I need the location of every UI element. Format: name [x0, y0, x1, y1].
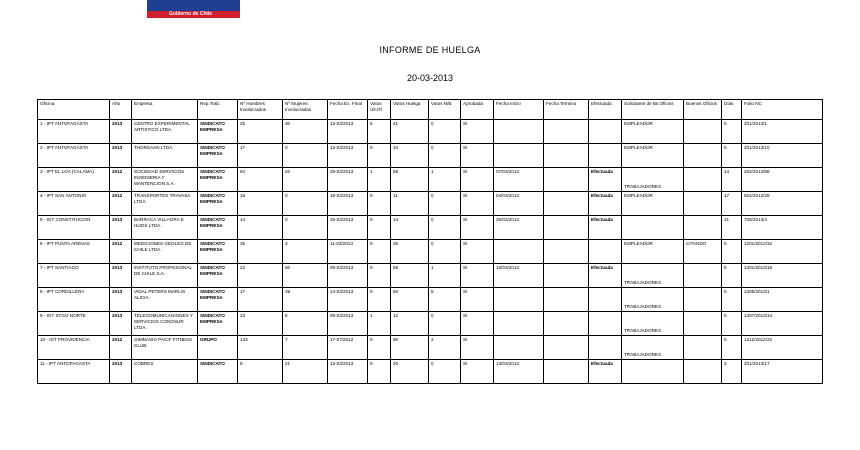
gobierno-logo	[147, 0, 240, 18]
table-cell: 25/02/2013	[494, 216, 544, 240]
table-cell: 0	[429, 192, 461, 216]
table-cell: 2 - IPT ANTOFAGASTA	[38, 144, 110, 168]
table-cell: TRANSPORTES TRAVASA LTDA.	[132, 192, 198, 216]
table-cell: SINDICATO EMPRESA	[198, 216, 238, 240]
column-header: Nº Mujeres Involucradas	[283, 100, 328, 120]
table-cell: 28-02/2013	[328, 168, 368, 192]
table-cell: 0	[429, 360, 461, 384]
column-header: Votos Últ.Of.	[368, 100, 391, 120]
table-cell: 11-03/2013	[328, 240, 368, 264]
table-row	[38, 168, 823, 192]
table-cell: SI	[461, 240, 494, 264]
table-cell: 2013	[110, 120, 132, 144]
table-cell: 6 - IPT PUNTA ARENAS	[38, 240, 110, 264]
column-header: Rep.Trab.	[198, 100, 238, 120]
table-cell	[622, 360, 684, 384]
table-cell: 201/2013/1	[742, 120, 823, 144]
table-cell	[494, 240, 544, 264]
table-cell: 0	[283, 144, 328, 168]
table-cell: 1201/2012/32	[742, 240, 823, 264]
table-cell	[544, 120, 589, 144]
table-cell: 0	[722, 312, 742, 336]
table-cell	[544, 312, 589, 336]
table-cell: 1305/2013/1	[742, 288, 823, 312]
column-header: Año	[110, 100, 132, 120]
table-cell: 58	[391, 264, 429, 288]
table-cell: 1312/2012/22	[742, 336, 823, 360]
table-cell: 08-03/2013	[328, 312, 368, 336]
table-cell: SI	[461, 120, 494, 144]
table-cell: EMPLEADOR	[622, 240, 684, 264]
table-cell	[684, 216, 722, 240]
table-cell: 14	[238, 216, 283, 240]
table-cell	[684, 168, 722, 192]
table-cell	[589, 288, 622, 312]
table-cell: INSTITUTO PROFESIONAL DE CHILE S.A.	[132, 264, 198, 288]
table-cell: 20	[391, 360, 429, 384]
table-cell: 0	[368, 144, 391, 168]
table-cell: 0	[368, 240, 391, 264]
table-cell: 23	[238, 312, 283, 336]
table-cell: SINDICATO EMPRESA	[198, 288, 238, 312]
table-cell: THORSAAN LTDA.	[132, 144, 198, 168]
table-cell: 0	[722, 336, 742, 360]
table-cell: EMPLEADOR	[622, 144, 684, 168]
table-row	[38, 336, 823, 360]
table-cell: SOCIEDAD SERVICIOS INGENIERIA Y MANTENCION S.A.	[132, 168, 198, 192]
table-cell	[684, 360, 722, 384]
table-cell: 0	[368, 264, 391, 288]
logo-red-band	[147, 11, 240, 18]
table-cell	[589, 120, 622, 144]
table-cell: SI	[461, 216, 494, 240]
table-cell: 3	[722, 360, 742, 384]
table-cell: 5	[368, 120, 391, 144]
table-cell: EMPLEADOR	[622, 192, 684, 216]
table-cell: 143	[238, 336, 283, 360]
table-cell: 7 - IPT SANTIAGO	[38, 264, 110, 288]
table-cell: 201/2013/10	[742, 144, 823, 168]
table-cell: SINDICATO EMPRESA	[198, 120, 238, 144]
table-cell: 2012	[110, 336, 132, 360]
table-cell: 0	[283, 216, 328, 240]
report-title: INFORME DE HUELGA	[379, 45, 481, 55]
table-cell	[494, 120, 544, 144]
table-cell: 17	[238, 288, 283, 312]
table-cell: 0	[429, 240, 461, 264]
table-row	[38, 312, 823, 336]
table-cell: 2012	[110, 240, 132, 264]
table-cell: SI	[461, 336, 494, 360]
table-cell: 8	[722, 264, 742, 288]
logo-text: Gobierno de Chile	[169, 11, 213, 17]
table-cell: 9	[238, 360, 283, 384]
table-cell: SINDICATO EMPRESA	[198, 144, 238, 168]
table-cell: 13-03/2013	[328, 360, 368, 384]
table-row	[38, 264, 823, 288]
column-header: Fecha Ex. Final	[328, 100, 368, 120]
table-row	[38, 240, 823, 264]
table-cell: 0	[429, 312, 461, 336]
table-cell: TELEGOMUNICAGIONES Y SERVICIOS CONOSUR LTDA.	[132, 312, 198, 336]
table-cell: 0	[429, 144, 461, 168]
table-cell: 08-03/2013	[328, 264, 368, 288]
column-header: Fecha Inicio	[494, 100, 544, 120]
logo-blue-band	[147, 0, 240, 11]
table-cell: 7	[283, 336, 328, 360]
column-header: Solicitante de Bs.Oficios	[622, 100, 684, 120]
table-cell: 10 - IGT PROVIDENCIA	[38, 336, 110, 360]
table-cell: VIDAL PETERS MARLIS ALICIA.	[132, 288, 198, 312]
table-cell: SI	[461, 312, 494, 336]
table-cell	[494, 336, 544, 360]
table-cell: 0	[368, 216, 391, 240]
table-cell: MEDICIONES GEOLEG DE CHILE LTDA.	[132, 240, 198, 264]
table-cell: SINDICATO EMPRESA	[198, 240, 238, 264]
table-cell	[544, 288, 589, 312]
table-cell: 202/2012/88	[742, 168, 823, 192]
table-cell: 22	[238, 264, 283, 288]
table-cell: 0	[368, 360, 391, 384]
table-cell: 13-03/2013	[328, 120, 368, 144]
table-cell: EMPLEADOR	[622, 120, 684, 144]
table-cell	[589, 144, 622, 168]
table-cell: 2012	[110, 192, 132, 216]
table-cell: 201/2013/17	[742, 360, 823, 384]
table-cell: 50	[391, 288, 429, 312]
table-cell	[684, 192, 722, 216]
table-cell: COBRES	[132, 360, 198, 384]
table-cell	[684, 288, 722, 312]
table-cell: 25-02/2013	[328, 216, 368, 240]
table-cell: SI	[461, 192, 494, 216]
table-body	[38, 120, 823, 384]
table-cell: CITANDO	[684, 240, 722, 264]
table-cell: 1	[368, 168, 391, 192]
table-cell	[589, 312, 622, 336]
table-cell	[494, 312, 544, 336]
table-cell: 11 - IPT ANTOFAGASTA	[38, 360, 110, 384]
table-cell: Efectuada	[589, 360, 622, 384]
table-cell	[544, 336, 589, 360]
table-cell: 90	[391, 336, 429, 360]
table-cell: 30	[283, 120, 328, 144]
table-cell	[544, 192, 589, 216]
table-cell	[544, 144, 589, 168]
table-cell: TRABAJADORES	[622, 168, 684, 192]
table-cell: 1	[429, 168, 461, 192]
strike-report-table	[37, 99, 823, 384]
table-cell: TRABAJADORES	[622, 336, 684, 360]
table-cell: SI	[461, 264, 494, 288]
table-cell: 5 - IGT CONSTITUCION	[38, 216, 110, 240]
column-header: Folio NC	[742, 100, 823, 120]
table-cell: Efectuada	[589, 264, 622, 288]
table-cell: 2013	[110, 264, 132, 288]
table-cell	[622, 216, 684, 240]
table-cell	[544, 216, 589, 240]
table-cell: 39	[283, 288, 328, 312]
table-cell: Efectuada	[589, 168, 622, 192]
table-cell	[684, 144, 722, 168]
table-cell: 2013	[110, 312, 132, 336]
table-cell: Efectuada	[589, 192, 622, 216]
table-cell: 07/03/2013	[494, 168, 544, 192]
column-header: Aprobada	[461, 100, 494, 120]
table-cell: 1 - IPT ANTOFAGASTA	[38, 120, 110, 144]
table-cell: TRABAJADORES	[622, 264, 684, 288]
table-cell: 20	[283, 168, 328, 192]
table-cell: 0	[368, 192, 391, 216]
table-cell: 21	[722, 216, 742, 240]
table-cell	[589, 240, 622, 264]
table-cell	[544, 360, 589, 384]
table-cell: 18-02/2013	[328, 192, 368, 216]
column-header: Efectuada	[589, 100, 622, 120]
table-cell: SI	[461, 144, 494, 168]
column-header: Fecha Termino	[544, 100, 589, 120]
table-cell: 14	[722, 168, 742, 192]
table-cell: 3 - IPT EL LOA (CALAMA)	[38, 168, 110, 192]
table-cell	[544, 264, 589, 288]
column-header: Oficina	[38, 100, 110, 120]
table-row	[38, 216, 823, 240]
table-cell: SI	[461, 288, 494, 312]
table-cell: Efectuada	[589, 216, 622, 240]
table-cell: SINDICATO	[198, 360, 238, 384]
table-cell: 0	[722, 288, 742, 312]
table-cell: 2012	[110, 168, 132, 192]
table-cell: SINDICATO EMPRESA	[198, 192, 238, 216]
table-cell: CENTRO EXPERIMENTAL ARTISTICO LTDA.	[132, 120, 198, 144]
table-cell: 14-03/2013	[328, 288, 368, 312]
table-cell: 8 - IPT CORDILLERA	[38, 288, 110, 312]
table-cell: 1	[429, 264, 461, 288]
table-cell: SI	[461, 168, 494, 192]
table-cell	[684, 264, 722, 288]
table-row	[38, 288, 823, 312]
table-cell: 0	[722, 144, 742, 168]
table-cell: 50	[283, 264, 328, 288]
table-cell	[544, 168, 589, 192]
table-cell: 705/2013/4	[742, 216, 823, 240]
table-cell: 35	[238, 240, 283, 264]
column-header: Votos Huelga	[391, 100, 429, 120]
table-row	[38, 192, 823, 216]
table-cell: 2013	[110, 216, 132, 240]
table-cell	[684, 336, 722, 360]
table-cell: 4 - IPT SAN ANTONIO	[38, 192, 110, 216]
table-cell: 2013	[110, 144, 132, 168]
table-cell: SINDICATO EMPRESA	[198, 168, 238, 192]
table-cell: 17	[722, 192, 742, 216]
table-cell: 8	[283, 312, 328, 336]
table-cell: SINDICATO EMPRESA	[198, 264, 238, 288]
table-cell: TRABAJADORES	[622, 288, 684, 312]
table-cell: 41	[391, 120, 429, 144]
table-row	[38, 120, 823, 144]
table-cell: 12	[391, 312, 429, 336]
table-cell: 17-07/2012	[328, 336, 368, 360]
table-cell: 2	[429, 336, 461, 360]
table-cell: 15/03/2013	[494, 264, 544, 288]
table-cell: SINDICATO EMPRESA	[198, 312, 238, 336]
table-cell	[589, 336, 622, 360]
column-header: Buenos Oficios	[684, 100, 722, 120]
table-cell: 0	[283, 192, 328, 216]
table-cell: 13/03/2013	[494, 360, 544, 384]
table-cell: 504/2012/28	[742, 192, 823, 216]
column-header: Empresa	[132, 100, 198, 120]
table-cell: 21	[283, 360, 328, 384]
table-cell: 0	[722, 120, 742, 144]
table-cell: SI	[461, 360, 494, 384]
table-cell: 04/03/2013	[494, 192, 544, 216]
table-cell: 11	[391, 192, 429, 216]
table-cell	[684, 312, 722, 336]
table-header-row	[38, 100, 823, 120]
report-date: 20-03-2013	[406, 73, 454, 83]
table-cell: 14	[391, 216, 429, 240]
table-cell: BARRACA VILLAGRA E HIJOS LTDA.	[132, 216, 198, 240]
table-cell: 1301/2013/18	[742, 264, 823, 288]
table-cell: 0	[429, 216, 461, 240]
table-row	[38, 360, 823, 384]
column-header: Nº Hombres Involucrados	[238, 100, 283, 120]
table-cell: 9 - IGT STGO NORTE	[38, 312, 110, 336]
table-cell: 0	[429, 120, 461, 144]
table-cell: 1307/2013/14	[742, 312, 823, 336]
table-cell: GIMNASIO PACIF FITNESS CLUB.	[132, 336, 198, 360]
table-cell: 5	[429, 288, 461, 312]
table-cell	[494, 144, 544, 168]
table-cell: 25	[238, 120, 283, 144]
table-cell: 2013	[110, 288, 132, 312]
table-cell: TRABAJADORES	[622, 312, 684, 336]
table-cell	[684, 120, 722, 144]
table-cell	[494, 288, 544, 312]
table-cell: 84	[238, 168, 283, 192]
table-cell: 58	[391, 168, 429, 192]
table-cell: 15	[238, 192, 283, 216]
table-cell: 0	[722, 240, 742, 264]
column-header: Votos N/B	[429, 100, 461, 120]
table-cell: 35	[391, 240, 429, 264]
table-row	[38, 144, 823, 168]
table-cell	[544, 240, 589, 264]
table-cell: 13-03/2013	[328, 144, 368, 168]
table-cell: 0	[368, 336, 391, 360]
table-cell: 0	[368, 288, 391, 312]
table-cell: 10	[391, 144, 429, 168]
table-cell: 2013	[110, 360, 132, 384]
table-cell: 3	[283, 240, 328, 264]
table-cell: 17	[238, 144, 283, 168]
table-cell: 1	[368, 312, 391, 336]
table-cell: GRUPO	[198, 336, 238, 360]
column-header: Días	[722, 100, 742, 120]
